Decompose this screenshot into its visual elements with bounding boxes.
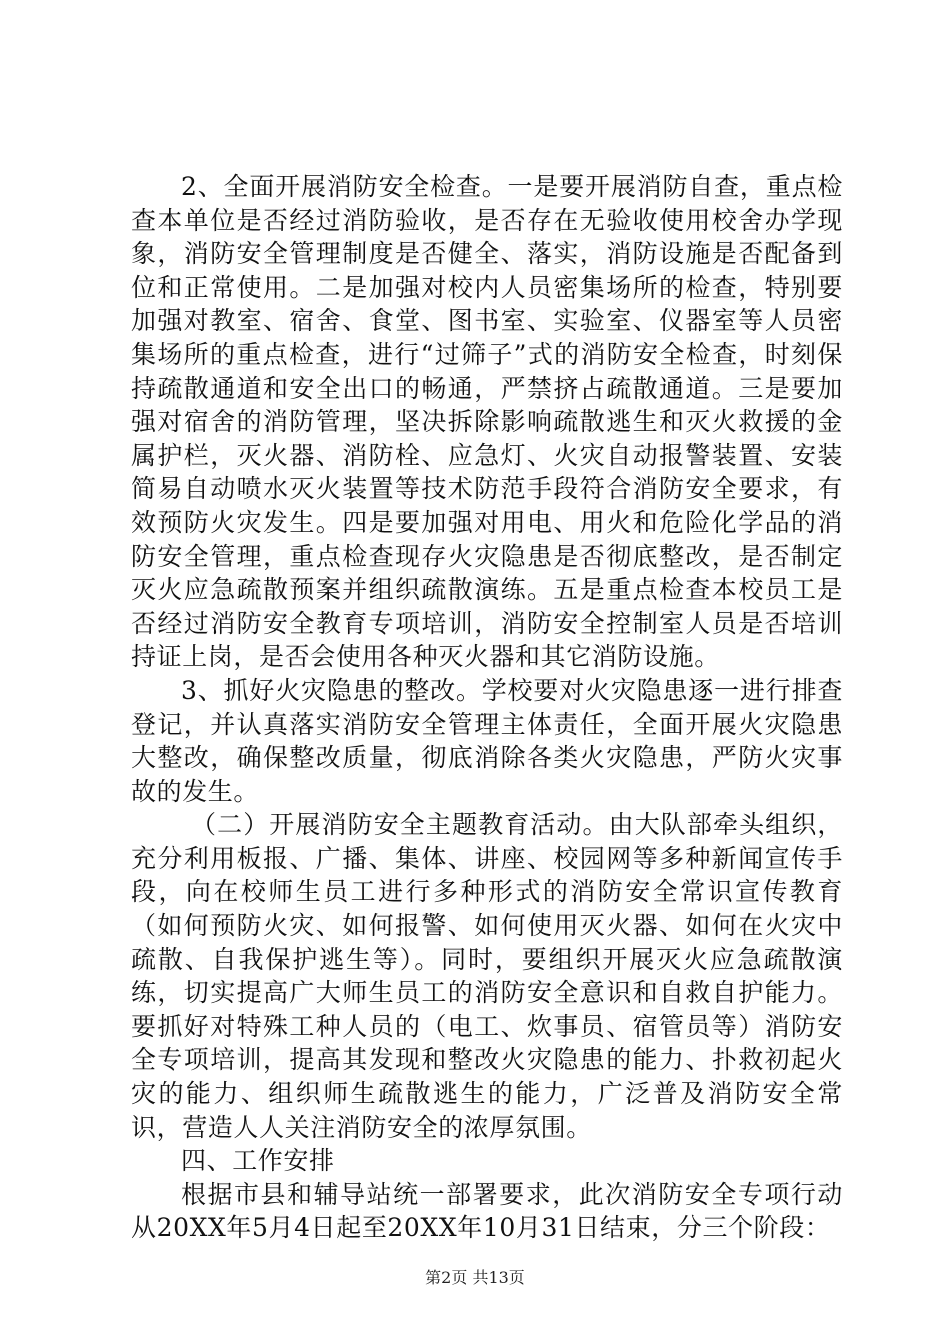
paragraph-schedule: 根据市县和辅导站统一部署要求，此次消防安全专项行动从20XX年5月4日起至20XX年10月31日结束，分三个阶段： bbox=[131, 1179, 843, 1243]
section-heading-work-arrangement: 四、工作安排 bbox=[181, 1146, 335, 1176]
document-body bbox=[131, 170, 843, 1245]
paragraph-hazard-rectification: 3、抓好火灾隐患的整改。学校要对火灾隐患逐一进行排查登记，并认真落实消防安全管理主体责任，全面开展火灾隐患大整改，确保整改质量，彻底消除各类火灾隐患，严防火灾事故的发生。 bbox=[131, 675, 843, 806]
page-number-footer: 第2页 共13页 bbox=[425, 1268, 525, 1287]
paragraph-fire-safety-inspection: 2、全面开展消防安全检查。一是要开展消防自查，重点检查本单位是否经过消防验收，是否存在无验收使用校舍办学现象，消防安全管理制度是否健全、落实，消防设施是否配备到位和正常使用。二是加强对校内人员密集场所的检查，特别要加强对教室、宿舍、食堂、图书室、实验室、仪器室等人员密集场所的重点检查，进行“过筛子”式的消防安全检查，时刻保持疏散通道和安全出口的畅通，严禁挤占疏散通道。三是要加强对宿舍的消防管理，坚决拆除影响疏散逃生和灭火救援的金属护栏，灭火器、消防栓、应急灯、火灾自动报警装置、安装简易自动喷水灭火装置等技术防范手段符合消防安全要求，有效预防火灾发生。四是要加强对用电、用火和危险化学品的消防安全管理，重点检查现存火灾隐患是否彻底整改，是否制定灭火应急疏散预案并组织疏散演练。五是重点检查本校员工是否经过消防安全教育专项培训，消防安全控制室人员是否培训持证上岗，是否会使用各种灭火器和其它消防设施。 bbox=[131, 172, 843, 672]
paragraph-education-activity: （二）开展消防安全主题教育活动。由大队部牵头组织，充分利用板报、广播、集体、讲座、校园网等多种新闻宣传手段，向在校师生员工进行多种形式的消防安全常识宣传教育（如何预防火灾、如何报警、如何使用灭火器、如何在火灾中疏散、自我保护逃生等）。同时，要组织开展灭火应急疏散演练，切实提高广大师生员工的消防安全意识和自救自护能力。要抓好对特殊工种人员的（电工、炊事员、宿管员等）消防安全专项培训，提高其发现和整改火灾隐患的能力、扑救初起火灾的能力、组织师生疏散逃生的能力，广泛普及消防安全常识，营造人人关注消防安全的浓厚氛围。 bbox=[131, 810, 843, 1142]
